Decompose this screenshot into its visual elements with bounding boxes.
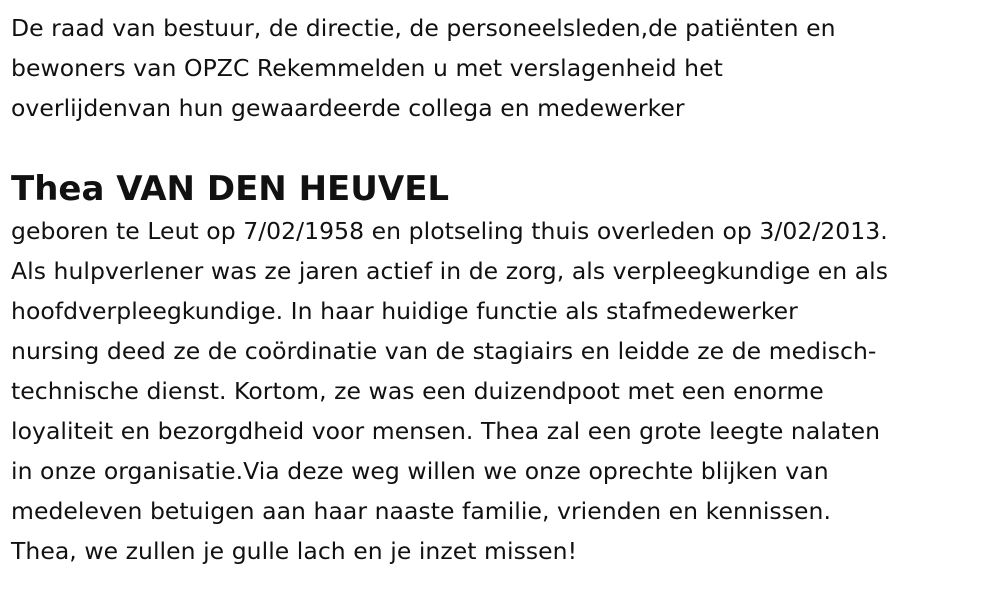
intro-paragraph [11,8,996,128]
intro-line: bewoners van OPZC Rekemmelden u met verslagenheid het [11,54,723,82]
body-line: Als hulpverlener was ze jaren actief in de zorg, als verpleegkundige en als [11,257,889,285]
deceased-name: Thea VAN DEN HEUVEL [11,169,450,209]
body-line: geboren te Leut op 7/02/1958 en plotseling thuis overleden op 3/02/2013. [11,217,888,245]
body-line: in onze organisatie.Via deze weg willen we onze oprechte blijken van [11,457,829,485]
intro-line: De raad van bestuur, de directie, de personeelsleden,de patiënten en [11,14,836,42]
body-line: Thea, we zullen je gulle lach en je inzet missen! [11,537,578,565]
intro-line: overlijdenvan hun gewaardeerde collega en medewerker [11,94,685,122]
body-line: hoofdverpleegkundige. In haar huidige functie als stafmedewerker [11,297,798,325]
body-line: loyaliteit en bezorgdheid voor mensen. Thea zal een grote leegte nalaten [11,417,881,445]
body-paragraph [11,211,996,571]
body-line: medeleven betuigen aan haar naaste familie, vrienden en kennissen. [11,497,831,525]
body-line: nursing deed ze de coördinatie van de stagiairs en leidde ze de medisch- [11,337,877,365]
body-line: technische dienst. Kortom, ze was een duizendpoot met een enorme [11,377,824,405]
death-notice [11,8,996,571]
